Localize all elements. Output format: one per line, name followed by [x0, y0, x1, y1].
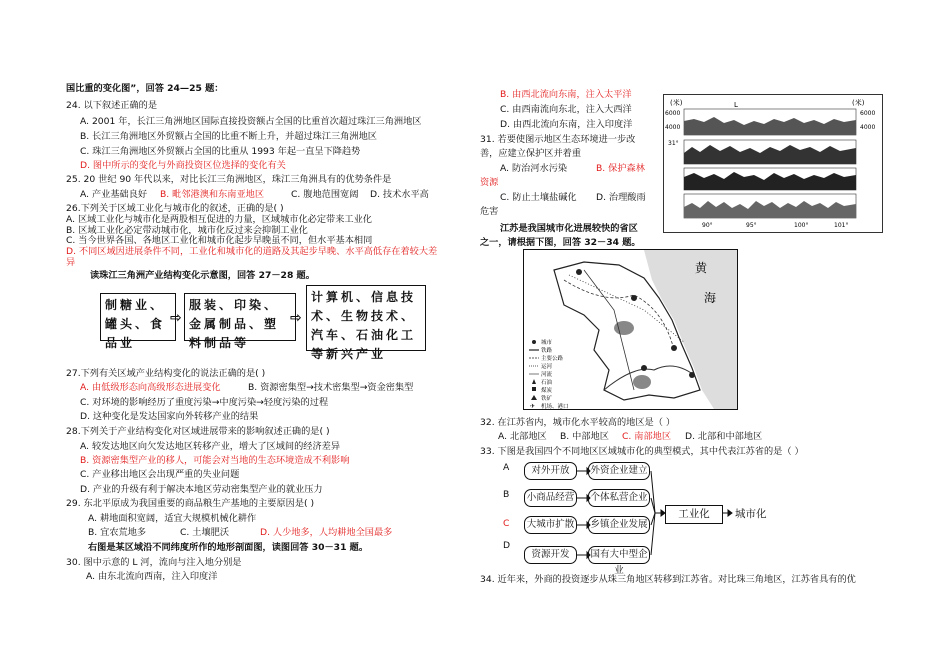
flow-arrow-2: ⇨ [290, 310, 302, 326]
q32-option-a: A. 北部地区 [498, 431, 547, 442]
q26-option-b: B. 区域工业化必定带动城市化，城市化反过来会抑制工业化 [66, 225, 308, 236]
q26-option-c: C. 当今世界各国、各地区工业化和城市化起步早晚虽不同，但水平基本相同 [66, 235, 373, 246]
flow-box-food-industry: 制糖业、罐头、食品业 [100, 293, 176, 341]
q31-stem-line1: 31. 若要使图示地区生态环境进一步改 [480, 134, 636, 145]
q33-stem: 33. 下图是我国四个不同地区区域城市化的典型模式，其中代表江苏省的是（ ） [480, 446, 804, 457]
legend-oil: 石油 [541, 380, 553, 386]
legend-canal: 运河 [541, 364, 553, 370]
map-sea-label-2: 海 [704, 291, 717, 305]
q32-stem: 32. 在江苏省内，城市化水平较高的地区是（ ） [480, 417, 676, 428]
q26-option-a: A. 区域工业化与城市化是两股相互促进的力量，区域城市化必定带来工业化 [66, 214, 372, 225]
legend-highway: 主要公路 [541, 356, 564, 362]
q26-option-d-line2: 异 [66, 257, 76, 268]
q31-option-d-cont: 危害 [480, 206, 499, 217]
q29-option-d: D. 人少地多，人均耕地全国最多 [260, 527, 393, 538]
model-letter-d: D [503, 540, 511, 551]
q25-option-c: C. 腹地范围宽阔 [291, 189, 359, 200]
q30-option-d: D. 由西北流向东南，注入印度洋 [500, 119, 633, 130]
q26-stem: 26.下列关于区域工业化与城市化的叙述，正确的是( ) [66, 203, 284, 214]
profile-unit-right: (米) [852, 99, 865, 107]
profile-ytick-6000: 6000 [665, 110, 681, 117]
profile-lon-95: 95° [746, 222, 757, 229]
q25-option-d: D. 技术水平高 [370, 189, 429, 200]
legend-airport-port: 机场、港口 [541, 404, 569, 409]
model-letter-b: B [503, 489, 510, 500]
q31-option-b-cont: 资源 [480, 177, 499, 188]
q31-option-a: A. 防治河水污染 [500, 163, 568, 174]
q25-option-b: B. 毗邻港澳和东南亚地区 [160, 189, 265, 200]
model-mid-box-private-enterprise: 个体私营企业 [588, 489, 650, 507]
q28-option-a: A. 较发达地区向欠发达地区转移产业，增大了区域间的经济差异 [80, 441, 341, 452]
flow-box-emerging-industry: 计算机、信息技术、生物技术、汽车、石油化工等新兴产业 [306, 285, 426, 351]
model-mid-box-state-enterprise: 国有大中型企业 [588, 546, 650, 564]
profile-ytick-4000-right: 4000 [860, 124, 876, 131]
q31-option-d: D. 治理酸雨 [596, 192, 646, 203]
q34-stem: 34. 近年来，外商的投资逐步从珠三角地区转移到江苏省。对比珠三角地区，江苏省具有的优 [480, 574, 856, 585]
q30-option-b: B. 由西北流向东南，注入太平洋 [500, 89, 632, 100]
q27-option-b: B. 资源密集型→技术密集型→资金密集型 [248, 382, 414, 393]
map-sea-label-1: 黄 [695, 261, 708, 275]
model-left-box-small-commodity: 小商品经营 [524, 489, 577, 507]
profile-unit-left: (米) [670, 99, 683, 107]
profile-ytick-4000: 4000 [665, 124, 681, 131]
q32-option-c: C. 南部地区 [622, 431, 672, 442]
q25-stem: 25. 20 世纪 90 年代以来，对比长江三角洲地区，珠江三角洲具有的优势条件是 [66, 174, 392, 185]
flow-arrow-1: ⇨ [170, 310, 182, 326]
profile-lon-90: 90° [702, 222, 713, 229]
model-urbanization-label: 城市化 [735, 508, 767, 520]
profile-lon-100: 100° [794, 222, 809, 229]
q31-option-b: B. 保护森林 [596, 163, 645, 174]
q28-option-c: C. 产业移出地区会出现严重的失业问题 [80, 469, 240, 480]
svg-text:✈: ✈ [530, 403, 536, 409]
model-industrialization-box: 工业化 [665, 505, 723, 524]
q24-option-c: C. 珠江三角洲地区外贸额占全国的比重从 1993 年起一直呈下降趋势 [80, 146, 361, 157]
profile-river-label: L [734, 101, 738, 109]
q29-stem: 29. 东北平原成为我国重要的商品粮生产基地的主要原因是( ) [66, 498, 315, 509]
q32-option-b: B. 中部地区 [560, 431, 609, 442]
q27-option-a: A. 由低级形态向高级形态进展变化 [80, 382, 221, 393]
intro-line: 国比重的变化图”，回答 24—25 题： [66, 83, 224, 94]
terrain-profile-figure [663, 94, 883, 233]
model-left-box-resource-development: 资源开发 [524, 546, 577, 564]
q28-stem: 28.下列关于产业结构变化对区域进展带来的影响叙述正确的是( ) [66, 426, 330, 437]
q29-option-a: A. 耕地面积宽阔，适宜大规模机械化耕作 [88, 513, 257, 524]
model-left-box-open-policy: 对外开放 [524, 462, 577, 480]
model-left-box-city-diffusion: 大城市扩散 [524, 516, 577, 534]
q31-stem-line2: 善，应建立保护区并着重 [480, 148, 582, 159]
legend-coal: 煤炭 [541, 388, 553, 394]
model-mid-box-foreign-enterprise: 外资企业建立 [588, 462, 650, 480]
model-letter-c: C [503, 518, 510, 529]
q32-option-d: D. 北部和中部地区 [685, 431, 763, 442]
q30-option-c: C. 由西南流向东北，注入大西洋 [500, 104, 632, 115]
legend-river: 河流 [541, 372, 553, 378]
flow-box-light-industry: 服装、印染、金属制品、塑料制品等 [184, 293, 296, 341]
q29-option-c: C. 土壤肥沃 [180, 527, 230, 538]
q29-option-b: B. 宜农荒地多 [88, 527, 147, 538]
q31-option-c: C. 防止土壤盐碱化 [500, 192, 577, 203]
q28-option-d: D. 产业的升级有利于解决本地区劳动密集型产业的就业压力 [80, 484, 323, 495]
model-letter-a: A [503, 462, 510, 473]
q30-option-a: A. 由东北流向西南，注入印度洋 [86, 571, 218, 582]
legend-city: 城市 [541, 340, 553, 346]
model-mid-box-township-enterprise: 乡镇企业发展 [588, 516, 650, 534]
profile-lat-label: 31° [668, 140, 679, 147]
q25-option-a: A. 产业基础良好 [80, 189, 148, 200]
q27-28-intro: 读珠江三角洲产业结构变化示意图，回答 27－28 题。 [90, 270, 315, 281]
profile-ytick-6000-right: 6000 [860, 110, 876, 117]
legend-railway: 铁路 [541, 348, 553, 354]
jiangsu-intro-line1: 江苏是我国城市化进展较快的省区 [500, 223, 638, 234]
legend-iron: 铁矿 [541, 396, 553, 402]
jiangsu-map-figure [523, 249, 738, 410]
q30-31-intro: 右图是某区域沿不同纬度所作的地形剖面图，读图回答 30－31 题。 [88, 542, 369, 553]
profile-lon-101: 101° [834, 222, 849, 229]
q27-stem: 27.下列有关区域产业结构变化的说法正确的是( ) [66, 368, 266, 379]
q24-option-b: B. 长江三角洲地区外贸额占全国的比重不断上升，并超过珠江三角洲地区 [80, 131, 377, 142]
q24-stem: 24. 以下叙述正确的是 [66, 100, 158, 111]
q30-stem: 30. 图中示意的 L 河，流向与注入地分别是 [66, 557, 242, 568]
q27-option-d: D. 这种变化是发达国家向外转移产业的结果 [80, 411, 259, 422]
q24-option-d: D. 图中所示的变化与外商投资区位选择的变化有关 [80, 160, 286, 171]
q26-option-d-line1: D. 不同区域因进展条件不同，工业化和城市化的道路及其起步早晚、水平高低存在着较大差 [66, 246, 438, 257]
q27-option-c: C. 对环境的影响经历了重度污染→中度污染→轻度污染的过程 [80, 397, 329, 408]
jiangsu-intro-line2: 之一，请根据下图，回答 32－34 题。 [480, 237, 641, 248]
q24-option-a: A. 2001 年，长江三角洲地区国际直接投资额占全国的比重首次超过珠江三角洲地区 [80, 116, 422, 127]
q28-option-b: B. 资源密集型产业的移人，可能会对当地的生态环境造成不利影响 [80, 455, 350, 466]
